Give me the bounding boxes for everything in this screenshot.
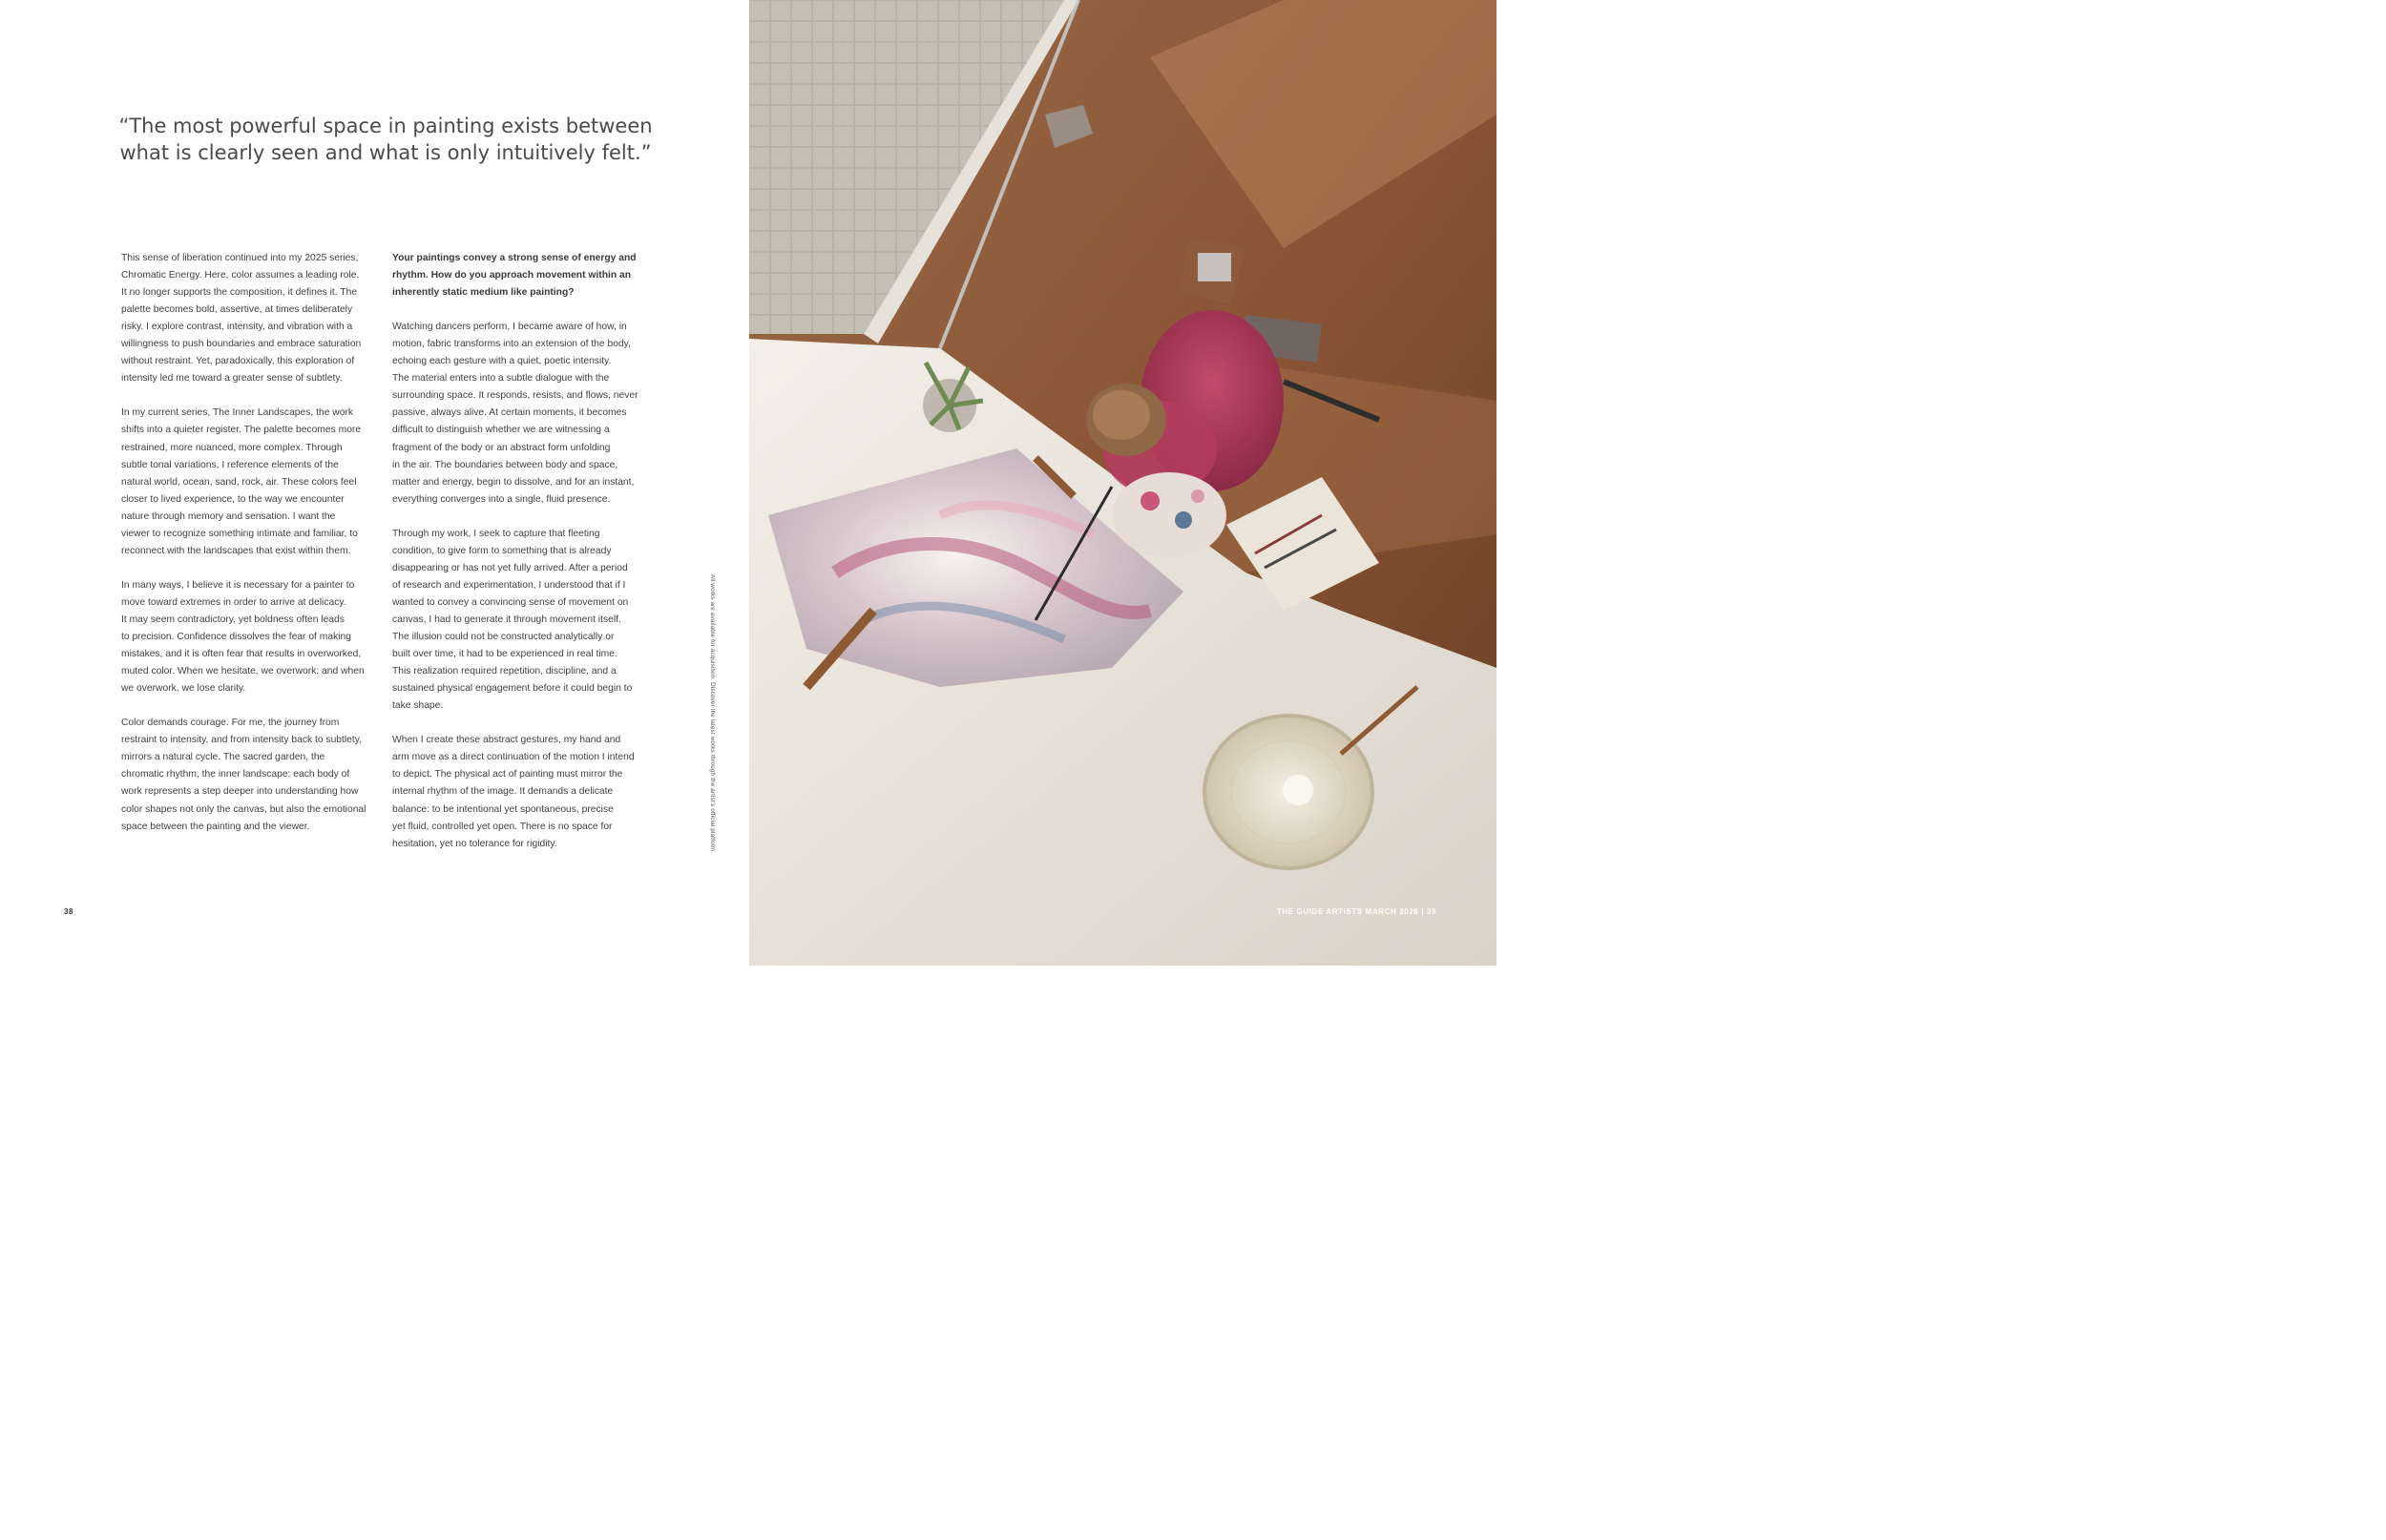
text-line: Color demands courage. For me, the journey from xyxy=(121,718,340,729)
paint-dab xyxy=(1191,489,1204,503)
text-line: nature through memory and sensation. I want the xyxy=(121,510,336,522)
pull-quote xyxy=(115,113,657,166)
text-line: motion, fabric transforms into an extension of the body, xyxy=(392,339,631,350)
text-line: In my current series, The Inner Landscapes, the work xyxy=(121,407,354,419)
text-line: Chromatic Energy. Here, color assumes a leading role. xyxy=(121,270,360,281)
text-line: hesitation, yet no tolerance for rigidity. xyxy=(392,838,557,849)
text-line: disappearing or has not yet fully arrived. After a period xyxy=(392,562,628,573)
text-line: echoing each gesture with a quiet, poetic intensity. xyxy=(392,356,612,367)
palette xyxy=(1112,472,1226,558)
text-line: mirrors a natural cycle. The sacred garden, the xyxy=(121,752,325,763)
text-line: to precision. Confidence dissolves the fear of making xyxy=(121,632,351,643)
text-line: It may seem contradictory, yet boldness often leads xyxy=(121,614,345,625)
text-line: color shapes not only the canvas, but also the emotional xyxy=(121,803,366,815)
text-line: space between the painting and the viewer. xyxy=(121,821,310,832)
text-line: surrounding space. It responds, resists, and flows, never xyxy=(392,390,638,402)
interview-question xyxy=(392,250,656,302)
text-line: The illusion could not be constructed analytically or xyxy=(392,632,615,643)
text-line: without restraint. Yet, paradoxically, this exploration of xyxy=(121,356,355,367)
text-line: everything converges into a single, fluid presence. xyxy=(392,493,611,505)
text-line: restraint to intensity, and from intensity back to subtlety, xyxy=(121,735,363,746)
paragraph xyxy=(121,250,381,387)
text-line: Your paintings convey a strong sense of energy and xyxy=(392,253,637,263)
text-line: we overwork, we lose clarity. xyxy=(121,683,246,695)
left-page xyxy=(0,0,749,966)
text-line: muted color. When we hesitate, we overwork; and when xyxy=(121,666,365,677)
paragraph xyxy=(121,405,381,559)
acquisition-note: All works are available for acquisition. Discover the latest works through the artist's official platform. xyxy=(709,574,716,854)
text-line: Through my work, I seek to capture that fleeting xyxy=(392,528,600,539)
text-line: This sense of liberation continued into my 2025 series, xyxy=(121,253,359,263)
text-line: take shape. xyxy=(392,700,444,712)
text-line: When I create these abstract gestures, my hand and xyxy=(392,735,621,746)
light-bulb xyxy=(1283,775,1313,805)
text-line: shifts into a quieter register. The palette becomes more xyxy=(121,425,362,436)
text-line: canvas, I had to generate it through movement itself. xyxy=(392,614,621,625)
text-line: The material enters into a subtle dialogue with the xyxy=(392,373,610,385)
text-line: viewer to recognize something intimate and familiar, to xyxy=(121,528,358,539)
paragraph xyxy=(121,577,381,697)
pull-quote-line: “The most powerful space in painting exists between xyxy=(118,114,653,137)
text-line: Watching dancers perform, I became aware of how, in xyxy=(392,322,627,333)
text-line: internal rhythm of the image. It demands a delicate xyxy=(392,786,614,798)
text-line: restrained, more nuanced, more complex. Through xyxy=(121,442,343,453)
artist-hair xyxy=(1093,390,1150,440)
text-line: arm move as a direct continuation of the motion I intend xyxy=(392,752,635,763)
text-line: closer to lived experience, to the way we encounter xyxy=(121,493,345,505)
text-line: mistakes, and it is often fear that results in overworked, xyxy=(121,649,362,660)
text-line: palette becomes bold, assertive, at times deliberately xyxy=(121,304,353,316)
article-column-right xyxy=(392,250,656,870)
article-column-left xyxy=(121,250,381,853)
text-line: move toward extremes in order to arrive at delicacy. xyxy=(121,596,346,608)
text-line: built over time, it had to be experienced in real time. xyxy=(392,649,617,660)
text-line: matter and energy, begin to dissolve, and for an instant, xyxy=(392,476,635,488)
artist-painting-photo xyxy=(749,0,1496,966)
text-line: of research and experimentation, I understood that if I xyxy=(392,579,626,591)
text-line: work represents a step deeper into understanding how xyxy=(121,786,359,798)
paint-dab xyxy=(1175,511,1192,529)
artist-photo xyxy=(749,0,1496,966)
text-line: chromatic rhythm, the inner landscape: each body of xyxy=(121,769,350,780)
text-line: passive, always alive. At certain moments, it becomes xyxy=(392,407,627,419)
text-line: yet fluid, controlled yet open. There is no space for xyxy=(392,821,613,832)
pull-quote-line: what is clearly seen and what is only intuitively felt.” xyxy=(119,141,652,164)
paragraph xyxy=(392,526,656,716)
text-line: It no longer supports the composition, it defines it. The xyxy=(121,287,358,299)
text-line: wanted to convey a convincing sense of movement on xyxy=(392,596,629,608)
text-line: rhythm. How do you approach movement within an xyxy=(392,270,632,281)
text-line: balance: to be intentional yet spontaneous, precise xyxy=(392,803,614,815)
text-line: reconnect with the landscapes that exist within them. xyxy=(121,545,351,556)
text-line: to depict. The physical act of painting must mirror the xyxy=(392,769,623,780)
paragraph xyxy=(121,715,381,835)
paint-dab xyxy=(1141,491,1160,510)
text-line: subtle tonal variations, I reference elements of the xyxy=(121,459,339,470)
text-line: willingness to push boundaries and embrace saturation xyxy=(121,339,362,350)
text-line: intensity led me toward a greater sense of subtlety. xyxy=(121,373,343,385)
text-line: difficult to distinguish whether we are witnessing a xyxy=(392,425,610,436)
text-line: In many ways, I believe it is necessary for a painter to xyxy=(121,579,355,591)
paragraph xyxy=(392,319,656,509)
text-line: in the air. The boundaries between body and space, xyxy=(392,459,618,470)
text-line: sustained physical engagement before it could begin to xyxy=(392,683,633,695)
text-line: inherently static medium like painting? xyxy=(392,287,575,299)
paragraph xyxy=(392,732,656,852)
text-line: risky. I explore contrast, intensity, and vibration with a xyxy=(121,322,353,333)
text-line: natural world, ocean, sand, rock, air. These colors feel xyxy=(121,476,357,488)
page-footer-right: THE GUIDE ARTISTS MARCH 2026 | 39 xyxy=(1276,907,1436,916)
page-number-left: 38 xyxy=(64,907,73,916)
text-line: This realization required repetition, discipline, and a xyxy=(392,666,617,677)
text-line: condition, to give form to something that is already xyxy=(392,545,612,556)
paint-tubes xyxy=(1198,253,1231,281)
text-line: fragment of the body or an abstract form unfolding xyxy=(392,442,611,453)
